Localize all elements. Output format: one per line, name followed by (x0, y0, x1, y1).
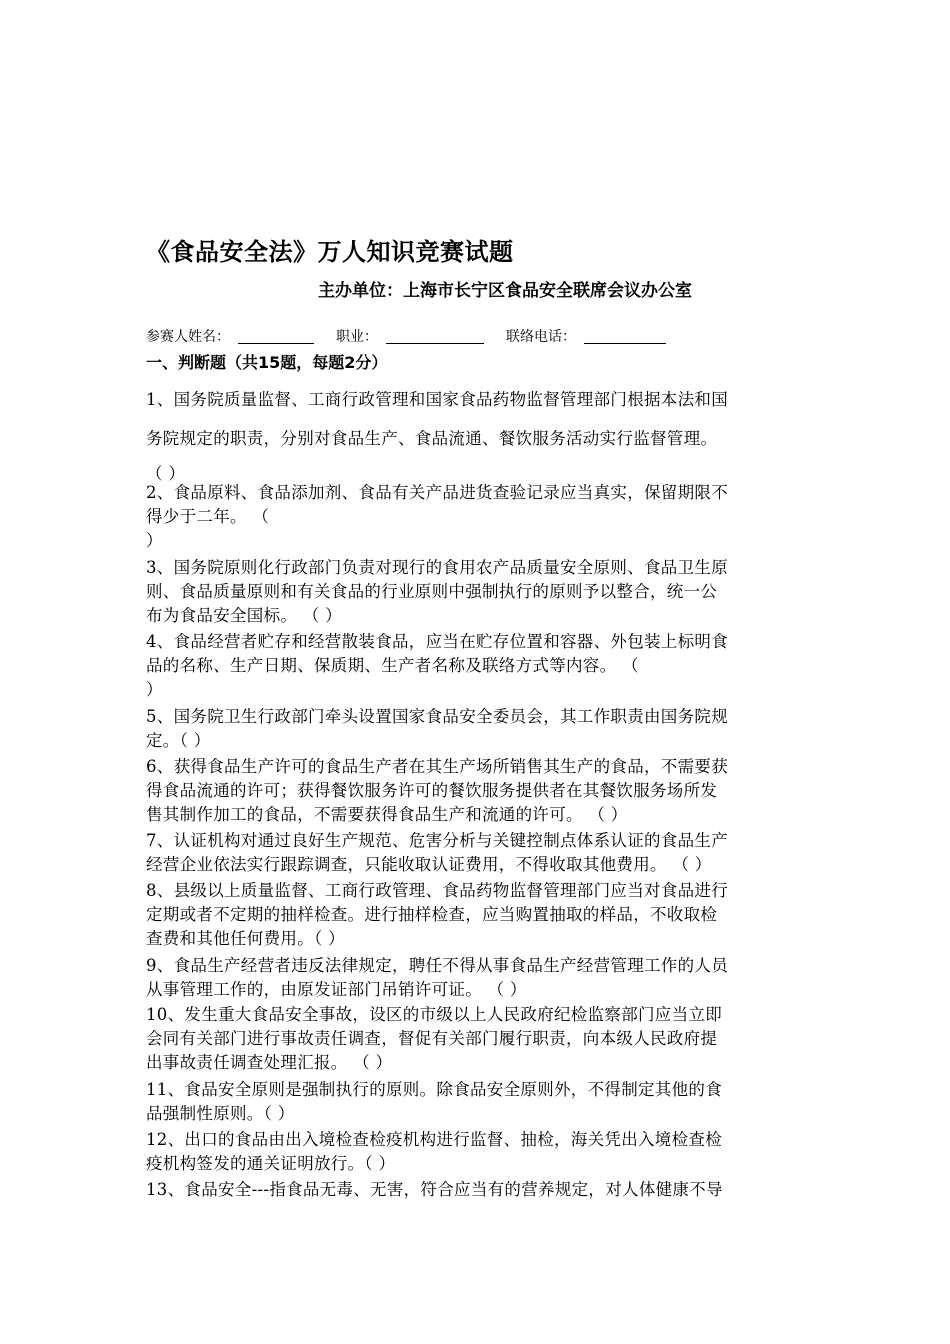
question-line: 2、食品原料、食品添加剂、食品有关产品进货查验记录应当真实，保留期限不 (146, 483, 728, 502)
question-6 (146, 755, 806, 827)
question-3 (146, 556, 806, 628)
question-line: 得少于二年。 （ (146, 507, 270, 526)
question-line: 品的名称、生产日期、保质期、生产者名称及联络方式等内容。 （ (146, 656, 639, 675)
question-13 (146, 1178, 806, 1202)
question-line: 查费和其他任何费用。（ ） (146, 929, 345, 948)
question-line: 疫机构签发的通关证明放行。（ ） (146, 1154, 396, 1173)
question-line: 品强制性原则。（ ） (146, 1104, 295, 1123)
page-title: 《食品安全法》万人知识竞赛试题 (146, 238, 514, 266)
question-line: 从事管理工作的，由原发证部门吊销许可证。 （ ） (146, 980, 527, 999)
question-line: 6、获得食品生产许可的食品生产者在其生产场所销售其生产的食品，不需要获 (146, 757, 728, 776)
phone-label: 联络电话： (506, 329, 576, 345)
question-2 (146, 481, 806, 553)
question-line: 务院规定的职责，分别对食品生产、食品流通、餐饮服务活动实行监督管理。 (146, 429, 718, 448)
question-line: 7、认证机构对通过良好生产规范、危害分析与关键控制点体系认证的食品生产 (146, 831, 728, 850)
question-line: 经营企业依法实行跟踪调查，只能收取认证费用，不得收取其他费用。 （ ） (146, 855, 712, 874)
participant-info (146, 326, 666, 346)
question-line: 布为食品安全国标。 （ ） (146, 606, 342, 625)
section-title: 一、判断题（共15题，每题2分） (146, 353, 388, 372)
question-5 (146, 705, 806, 753)
question-11 (146, 1078, 806, 1126)
question-line: 8、县级以上质量监督、工商行政管理、食品药物监督管理部门应当对食品进行 (146, 881, 728, 900)
question-line: 会同有关部门进行事故责任调查，督促有关部门履行职责，向本级人民政府提 (146, 1029, 718, 1048)
question-line: ） (146, 531, 163, 550)
name-label: 参赛人姓名： (146, 329, 230, 345)
question-line: 4、食品经营者贮存和经营散装食品，应当在贮存位置和容器、外包装上标明食 (146, 632, 728, 651)
question-line: 13、食品安全---指食品无毒、无害，符合应当有的营养规定，对人体健康不导 (146, 1180, 723, 1199)
question-line: 定期或者不定期的抽样检查。进行抽样检查，应当购置抽取的样品，不收取检 (146, 905, 718, 924)
question-line: 出事故责任调查处理汇报。 （ ） (146, 1053, 393, 1072)
question-8 (146, 879, 806, 951)
question-7 (146, 829, 806, 877)
question-line: ） (146, 680, 163, 699)
question-10 (146, 1003, 806, 1075)
question-line: 5、国务院卫生行政部门牵头设置国家食品安全委员会，其工作职责由国务院规 (146, 707, 728, 726)
question-4 (146, 630, 806, 702)
question-9 (146, 954, 806, 1002)
question-line: 9、食品生产经营者违反法律规定，聘任不得从事食品生产经营管理工作的人员 (146, 956, 728, 975)
name-blank[interactable] (238, 329, 314, 344)
organizer-line: 主办单位：上海市长宁区食品安全联席会议办公室 (318, 281, 692, 301)
job-blank[interactable] (386, 329, 484, 344)
question-1 (146, 380, 806, 486)
question-line: 10、发生重大食品安全事故，设区的市级以上人民政府纪检监察部门应当立即 (146, 1005, 722, 1024)
question-line: 得食品流通的许可；获得餐饮服务许可的餐饮服务提供者在其餐饮服务场所发 (146, 781, 718, 800)
question-line: 定。（ ） (146, 731, 211, 750)
question-line: 1、国务院质量监督、工商行政管理和国家食品药物监督管理部门根据本法和国 (146, 390, 728, 409)
job-label: 职业： (336, 329, 378, 345)
question-line: 12、出口的食品由出入境检查检疫机构进行监督、抽检，海关凭出入境检查检 (146, 1130, 722, 1149)
phone-blank[interactable] (584, 329, 666, 344)
question-line: （ ） (146, 464, 186, 483)
question-12 (146, 1128, 806, 1176)
question-line: 售其制作加工的食品，不需要获得食品生产和流通的许可。 （ ） (146, 805, 628, 824)
question-line: 则、食品质量原则和有关食品的行业原则中强制执行的原则予以整合，统一公 (146, 582, 718, 601)
question-line: 3、国务院原则化行政部门负责对现行的食用农产品质量安全原则、食品卫生原 (146, 558, 728, 577)
question-line: 11、食品安全原则是强制执行的原则。除食品安全原则外，不得制定其他的食 (146, 1080, 722, 1099)
